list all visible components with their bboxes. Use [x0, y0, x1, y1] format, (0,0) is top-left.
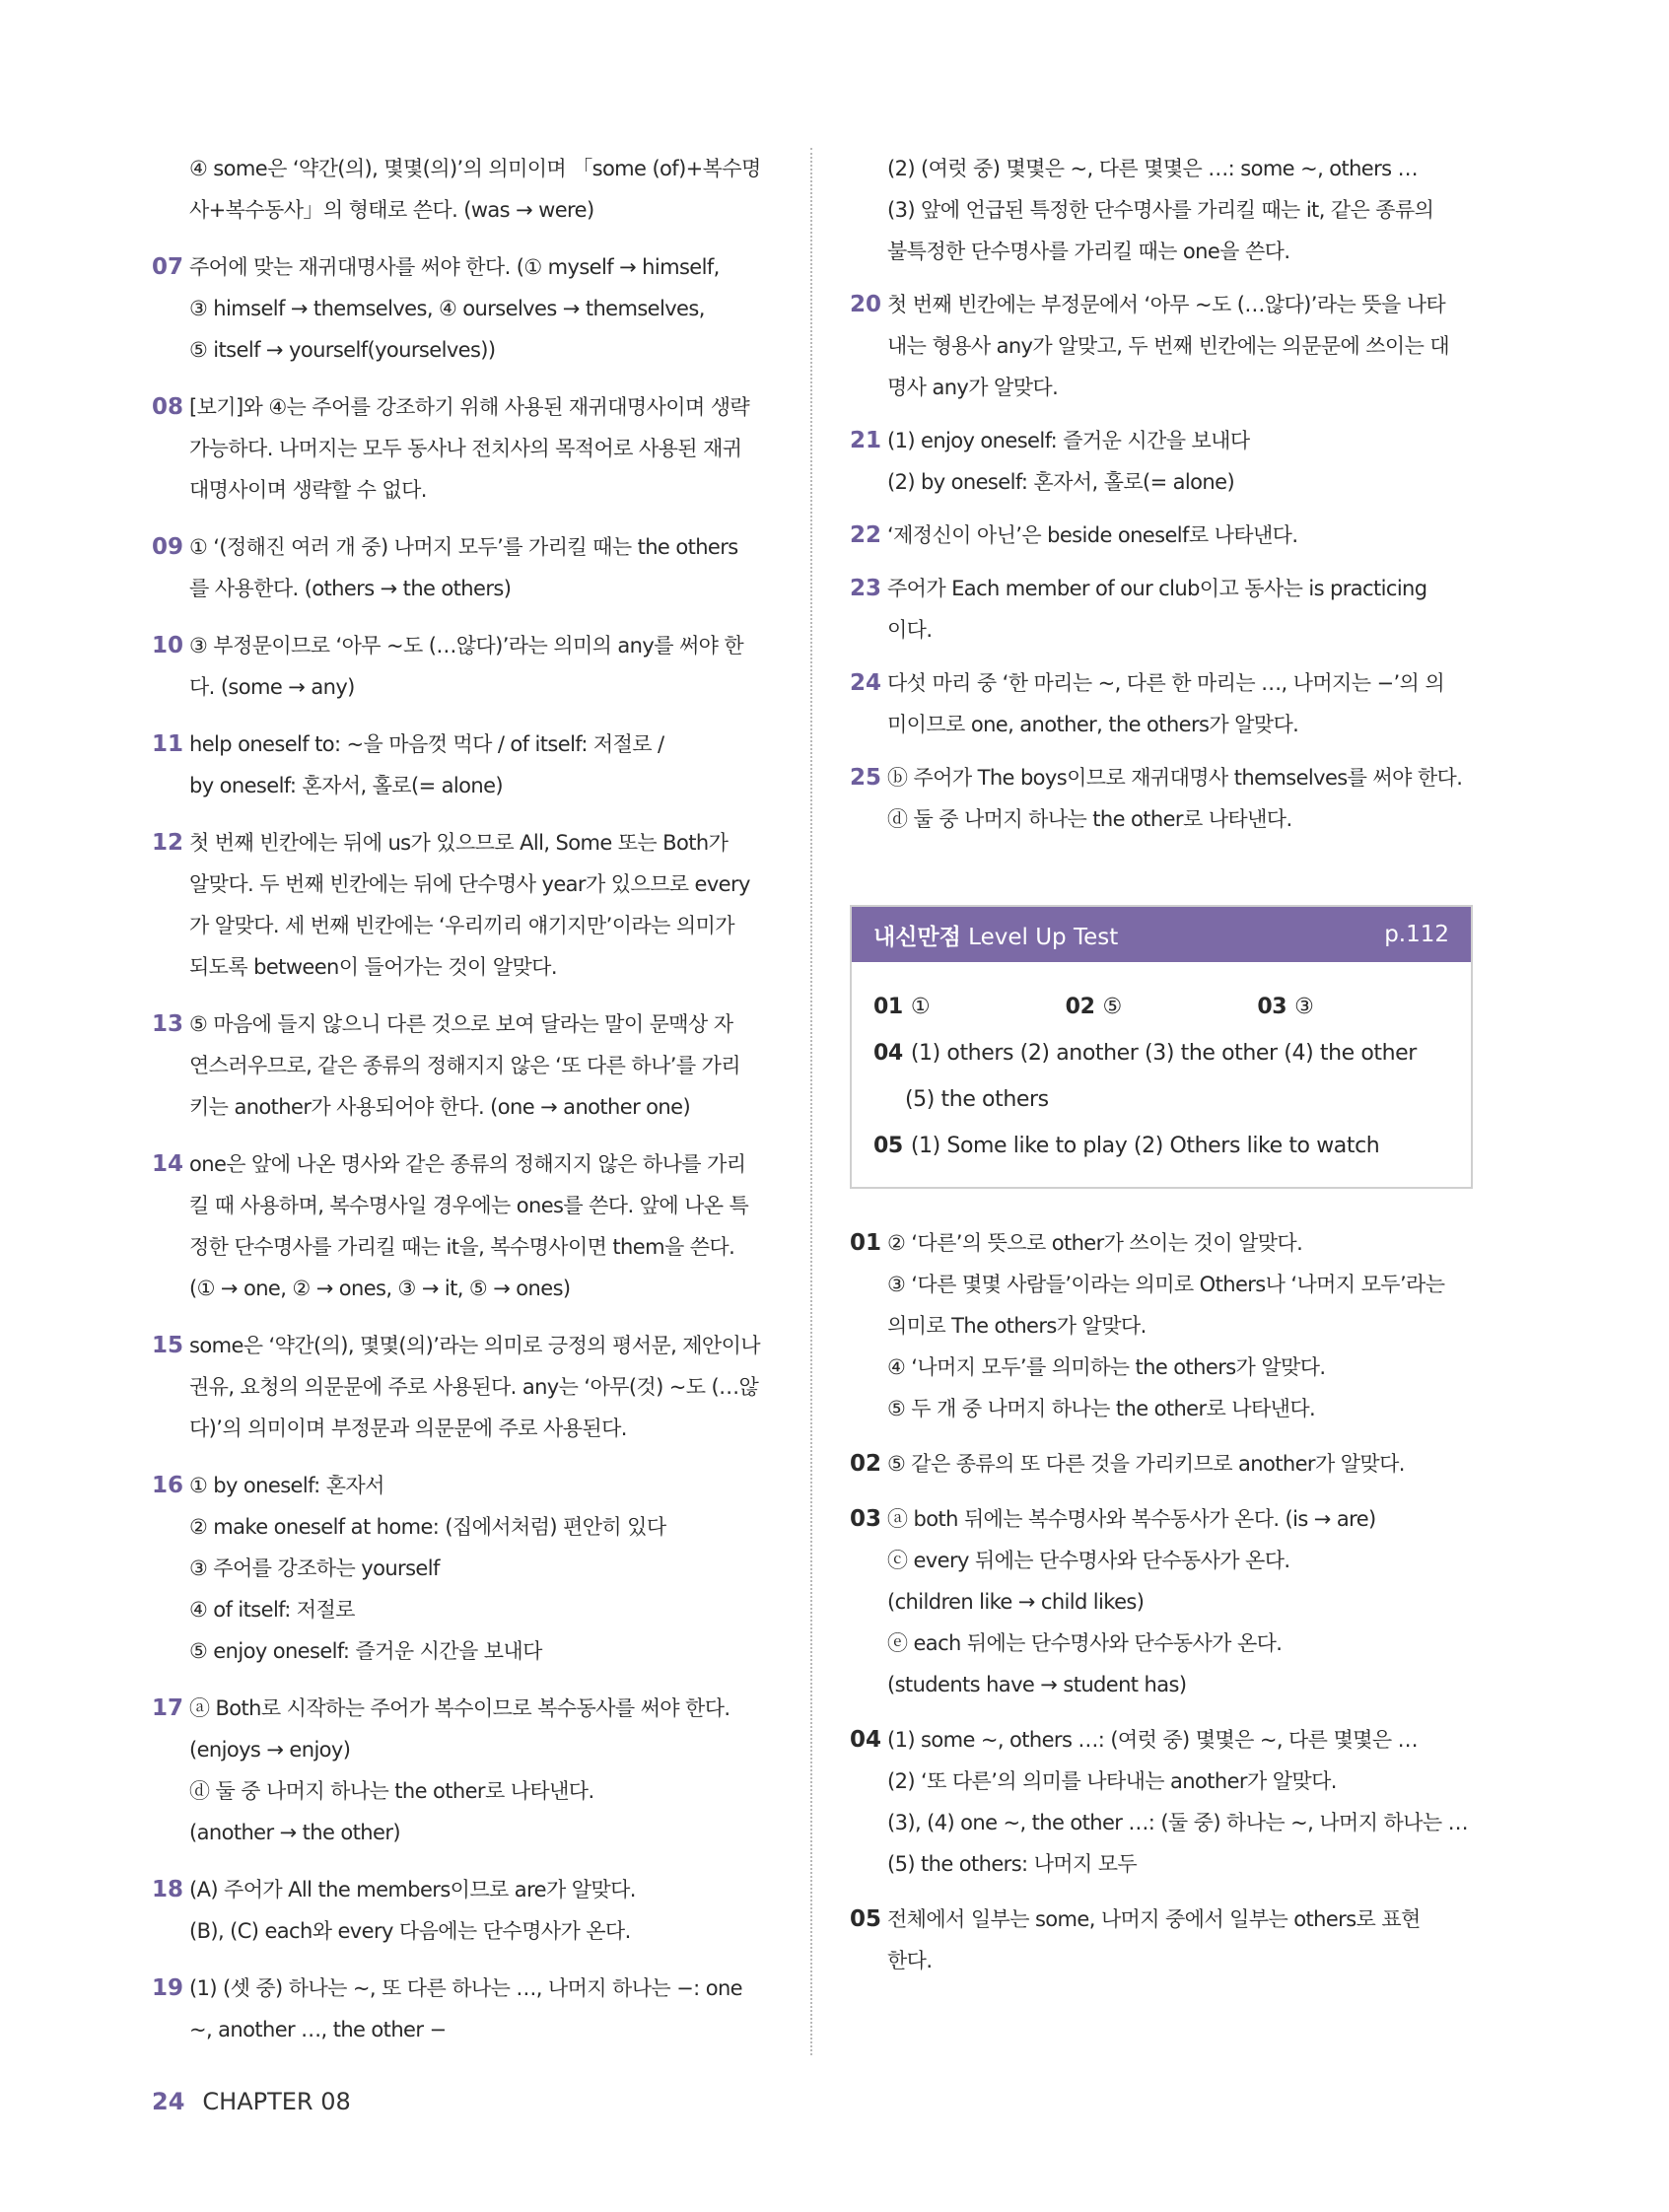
- explanation-line: ~, another …, the other −: [189, 2018, 447, 2041]
- answer-explanation: [189, 1869, 773, 1952]
- explanation-line: 다)’의 의미이며 부정문과 의문문에 주로 사용된다.: [189, 1417, 627, 1440]
- explanation-line: (1) some ~, others …: (여럿 중) 몇몇은 ~, 다른 몇몇은 …: [887, 1728, 1418, 1752]
- explanation-line: ③ 주어를 강조하는 yourself: [189, 1556, 440, 1580]
- explanation-line: (5) the others: 나머지 모두: [887, 1852, 1138, 1876]
- explanation-line: (children like → child likes): [887, 1590, 1145, 1614]
- answer-number: 03: [1257, 995, 1287, 1019]
- explanation-line: 전체에서 일부는 some, 나머지 중에서 일부는 others로 표현: [887, 1907, 1421, 1931]
- answer-row: [873, 1123, 1449, 1169]
- explanation-line: 정한 단수명사를 가리킬 때는 it을, 복수명사이면 them을 쓴다.: [189, 1235, 735, 1259]
- explanation-line: ③ himself → themselves, ④ ourselves → themselves,: [189, 297, 705, 320]
- question-number: 12: [152, 830, 184, 856]
- answer-explanation: [887, 420, 1473, 503]
- answer-entry: [850, 1443, 1473, 1485]
- level-up-test-header: [852, 907, 1471, 962]
- answer-value: (5) the others: [905, 1087, 1049, 1112]
- explanation-line: help oneself to: ~을 마음껏 먹다 / of itself: 저절로 /: [189, 732, 664, 756]
- question-number: 19: [152, 1975, 184, 2001]
- answer-entry: [152, 148, 773, 231]
- explanation-line: (1) enjoy oneself: 즐거운 시간을 보내다: [887, 429, 1250, 452]
- question-number: 09: [152, 534, 184, 560]
- explanation-line: ④ of itself: 저절로: [189, 1598, 355, 1622]
- answer-row: [873, 1030, 1449, 1076]
- explanation-line: 주어에 맞는 재귀대명사를 써야 한다. (① myself → himself,: [189, 255, 720, 279]
- answer-explanation: [189, 1325, 773, 1449]
- page-footer: [152, 2088, 351, 2115]
- level-up-test-title: [873, 919, 1118, 951]
- explanation-line: 권유, 요청의 의문문에 주로 사용된다. any는 ‘아무(것) ~도 (…않: [189, 1375, 759, 1399]
- answer-entry: [152, 386, 773, 511]
- answer-value: ③: [1294, 995, 1314, 1019]
- answer-explanation: [887, 148, 1473, 272]
- answer-explanation: [189, 246, 773, 371]
- explanation-line: 주어가 Each member of our club이고 동사는 is practicing: [887, 577, 1427, 600]
- answer-explanation: [189, 1968, 773, 2050]
- answer-entry: [850, 1719, 1473, 1885]
- level-up-test-box: [850, 905, 1473, 1189]
- explanation-line: (① → one, ② → ones, ③ → it, ⑤ → ones): [189, 1277, 571, 1300]
- answer-explanation: [189, 1465, 773, 1672]
- explanation-line: 연스러우므로, 같은 종류의 정해지지 않은 ‘또 다른 하나’를 가리: [189, 1054, 740, 1077]
- answer-entry: [152, 1688, 773, 1853]
- answer-cell: [873, 984, 1066, 1030]
- answer-explanation: [887, 568, 1473, 651]
- answer-entry: [850, 515, 1473, 556]
- explanation-line: 를 사용한다. (others → the others): [189, 577, 512, 600]
- question-number: 02: [850, 1451, 882, 1477]
- explanation-line: (2) ‘또 다른’의 의미를 나타내는 another가 알맞다.: [887, 1769, 1337, 1793]
- answer-entry: [850, 148, 1473, 272]
- answer-row: [873, 984, 1449, 1030]
- explanation-line: (another → the other): [189, 1821, 400, 1844]
- answer-explanation: [189, 1143, 773, 1309]
- explanation-line: 의미로 The others가 알맞다.: [887, 1314, 1147, 1338]
- explanation-line: (enjoys → enjoy): [189, 1738, 351, 1762]
- page-reference: p.112: [1384, 922, 1449, 947]
- answer-list-bottom: [850, 1222, 1473, 1981]
- answer-explanation: [189, 822, 773, 988]
- answer-entry: [850, 757, 1473, 840]
- explanation-line: 불특정한 단수명사를 가리킬 때는 one을 쓴다.: [887, 240, 1290, 263]
- answer-entry: [850, 1498, 1473, 1705]
- answer-entry: [152, 625, 773, 708]
- explanation-line: ⓐ both 뒤에는 복수명사와 복수동사가 온다. (is → are): [887, 1507, 1376, 1531]
- answer-number: 04: [873, 1041, 903, 1066]
- question-number: 17: [152, 1695, 184, 1721]
- explanation-line: 대명사이며 생략할 수 없다.: [189, 478, 427, 502]
- answer-entry: [850, 284, 1473, 408]
- explanation-line: 다섯 마리 중 ‘한 마리는 ~, 다른 한 마리는 …, 나머지는 −’의 의: [887, 671, 1445, 695]
- answer-explanation: [887, 1719, 1473, 1885]
- answer-explanation: [887, 1443, 1473, 1485]
- question-number: 10: [152, 633, 184, 658]
- answer-explanation: [189, 148, 773, 231]
- explanation-line: 첫 번째 빈칸에는 뒤에 us가 있으므로 All, Some 또는 Both가: [189, 831, 729, 855]
- answer-number: 02: [1065, 995, 1095, 1019]
- answer-entry: [152, 1143, 773, 1309]
- answer-explanation: [887, 757, 1473, 840]
- question-number: 24: [850, 670, 882, 696]
- answer-explanation: [887, 1498, 1473, 1705]
- explanation-line: some은 ‘약간(의), 몇몇(의)’라는 의미로 긍정의 평서문, 제안이나: [189, 1334, 760, 1357]
- answer-number: 05: [873, 1134, 903, 1158]
- answer-entry: [850, 1222, 1473, 1429]
- explanation-line: 명사 any가 알맞다.: [887, 376, 1059, 399]
- explanation-line: ② ‘다른’의 뜻으로 other가 쓰이는 것이 알맞다.: [887, 1231, 1303, 1255]
- explanation-line: 되도록 between이 들어가는 것이 알맞다.: [189, 955, 557, 979]
- explanation-line: 한다.: [887, 1949, 933, 1972]
- answer-explanation: [887, 662, 1473, 745]
- explanation-line: (students have → student has): [887, 1673, 1187, 1696]
- explanation-line: 킬 때 사용하며, 복수명사일 경우에는 ones를 쓴다. 앞에 나온 특: [189, 1194, 749, 1217]
- explanation-line: ⓒ every 뒤에는 단수명사와 단수동사가 온다.: [887, 1549, 1290, 1572]
- answer-entry: [152, 1869, 773, 1952]
- answer-explanation: [189, 386, 773, 511]
- explanation-line: (A) 주어가 All the members이므로 are가 알맞다.: [189, 1878, 636, 1901]
- explanation-line: (3) 앞에 언급된 특정한 단수명사를 가리킬 때는 it, 같은 종류의: [887, 198, 1434, 222]
- answer-entry: [850, 568, 1473, 651]
- answer-entry: [152, 822, 773, 988]
- explanation-line: ④ some은 ‘약간(의), 몇몇(의)’의 의미이며 「some (of)+복수명: [189, 157, 761, 180]
- answer-entry: [152, 1465, 773, 1672]
- answer-row: [873, 1076, 1449, 1123]
- explanation-line: 미이므로 one, another, the others가 알맞다.: [887, 713, 1299, 736]
- page-number: 24: [152, 2088, 185, 2115]
- explanation-line: ③ 부정문이므로 ‘아무 ~도 (…않다)’라는 의미의 any를 써야 한: [189, 634, 744, 657]
- explanation-line: ① by oneself: 혼자서: [189, 1474, 384, 1497]
- question-number: 07: [152, 254, 184, 280]
- explanation-line: ④ ‘나머지 모두’를 의미하는 the others가 알맞다.: [887, 1355, 1326, 1379]
- answer-cell: [1066, 984, 1258, 1030]
- explanation-line: ② make oneself at home: (집에서처럼) 편안히 있다: [189, 1515, 666, 1539]
- answer-explanation: [189, 724, 773, 806]
- question-number: 03: [850, 1506, 882, 1532]
- explanation-line: (3), (4) one ~, the other …: (둘 중) 하나는 ~, 나머지 하나는 …: [887, 1811, 1468, 1834]
- question-number: 05: [850, 1906, 882, 1932]
- explanation-line: ⑤ itself → yourself(yourselves)): [189, 338, 496, 362]
- answer-entry: [152, 1325, 773, 1449]
- question-number: 13: [152, 1011, 184, 1037]
- explanation-line: ⓐ Both로 시작하는 주어가 복수이므로 복수동사를 써야 한다.: [189, 1696, 730, 1720]
- question-number: 01: [850, 1230, 882, 1256]
- answer-value: (1) Some like to play (2) Others like to watch: [910, 1134, 1380, 1158]
- explanation-line: ⑤ 마음에 들지 않으니 다른 것으로 보여 달라는 말이 문맥상 자: [189, 1012, 733, 1036]
- explanation-line: ⓑ 주어가 The boys이므로 재귀대명사 themselves를 써야 한다.: [887, 766, 1463, 790]
- question-number: 15: [152, 1333, 184, 1358]
- answer-explanation: [189, 1003, 773, 1128]
- answer-cell: [1257, 984, 1449, 1030]
- explanation-line: 가능하다. 나머지는 모두 동사나 전치사의 목적어로 사용된 재귀: [189, 437, 742, 460]
- right-column: [850, 148, 1473, 1981]
- explanation-line: by oneself: 혼자서, 홀로(= alone): [189, 774, 504, 797]
- explanation-line: 알맞다. 두 번째 빈칸에는 뒤에 단수명사 year가 있으므로 every: [189, 872, 750, 896]
- answer-explanation: [887, 1222, 1473, 1429]
- level-up-title-rest: Level Up Test: [960, 924, 1119, 950]
- question-number: 22: [850, 522, 882, 548]
- answer-explanation: [887, 284, 1473, 408]
- explanation-line: ⑤ enjoy oneself: 즐거운 시간을 보내다: [189, 1639, 542, 1663]
- question-number: 16: [152, 1473, 184, 1498]
- explanation-line: 첫 번째 빈칸에는 부정문에서 ‘아무 ~도 (…않다)’라는 뜻을 나타: [887, 293, 1446, 316]
- level-up-title-bold: 내신만점: [873, 924, 961, 950]
- explanation-line: [보기]와 ④는 주어를 강조하기 위해 사용된 재귀대명사이며 생략: [189, 395, 750, 419]
- explanation-line: ⑤ 같은 종류의 또 다른 것을 가리키므로 another가 알맞다.: [887, 1452, 1405, 1476]
- answer-entry: [152, 724, 773, 806]
- answer-entry: [850, 420, 1473, 503]
- question-number: 18: [152, 1877, 184, 1902]
- explanation-line: ⓓ 둘 중 나머지 하나는 the other로 나타낸다.: [887, 807, 1292, 831]
- chapter-label: CHAPTER 08: [202, 2088, 351, 2115]
- answer-number: 01: [873, 995, 903, 1019]
- explanation-line: ① ‘(정해진 여러 개 중) 나머지 모두’를 가리킬 때는 the others: [189, 535, 738, 559]
- explanation-line: ‘제정신이 아닌’은 beside oneself로 나타낸다.: [887, 523, 1298, 547]
- explanation-line: (1) (셋 중) 하나는 ~, 또 다른 하나는 …, 나머지 하나는 −: one: [189, 1976, 742, 2000]
- explanation-line: ⓔ each 뒤에는 단수명사와 단수동사가 온다.: [887, 1631, 1283, 1655]
- question-number: 20: [850, 292, 882, 317]
- answer-value: (1) others (2) another (3) the other (4) the other: [910, 1041, 1417, 1066]
- answer-explanation: [189, 625, 773, 708]
- column-divider: [810, 148, 812, 2055]
- explanation-line: ⑤ 두 개 중 나머지 하나는 the other로 나타낸다.: [887, 1397, 1316, 1420]
- answer-entry: [850, 662, 1473, 745]
- explanation-line: 가 알맞다. 세 번째 빈칸에는 ‘우리끼리 얘기지만’이라는 의미가: [189, 914, 734, 937]
- answer-entry: [152, 246, 773, 371]
- question-number: 04: [850, 1727, 882, 1753]
- answer-explanation: [189, 1688, 773, 1853]
- answer-explanation: [887, 515, 1473, 556]
- answer-explanation: [887, 1899, 1473, 1981]
- answer-value: ①: [910, 995, 931, 1019]
- explanation-line: 이다.: [887, 618, 933, 642]
- question-number: 11: [152, 731, 184, 757]
- question-number: 23: [850, 576, 882, 601]
- explanation-line: ⓓ 둘 중 나머지 하나는 the other로 나타낸다.: [189, 1779, 594, 1803]
- level-up-test-answers: [852, 962, 1471, 1187]
- question-number: 14: [152, 1151, 184, 1177]
- answer-entry: [850, 1899, 1473, 1981]
- explanation-line: 사+복수동사」의 형태로 쓴다. (was → were): [189, 198, 594, 222]
- question-number: 25: [850, 765, 882, 791]
- question-number: 21: [850, 428, 882, 453]
- answer-entry: [152, 1003, 773, 1128]
- question-number: 08: [152, 394, 184, 420]
- answer-entry: [152, 526, 773, 609]
- answer-value: ⑤: [1102, 995, 1122, 1019]
- explanation-line: 키는 another가 사용되어야 한다. (one → another one): [189, 1095, 691, 1119]
- answer-entry: [152, 1968, 773, 2050]
- explanation-line: (2) by oneself: 혼자서, 홀로(= alone): [887, 470, 1235, 494]
- explanation-line: one은 앞에 나온 명사와 같은 종류의 정해지지 않은 하나를 가리: [189, 1152, 746, 1176]
- explanation-line: (B), (C) each와 every 다음에는 단수명사가 온다.: [189, 1919, 631, 1943]
- answer-explanation: [189, 526, 773, 609]
- explanation-line: (2) (여럿 중) 몇몇은 ~, 다른 몇몇은 …: some ~, others …: [887, 157, 1418, 180]
- explanation-line: 내는 형용사 any가 알맞고, 두 번째 빈칸에는 의문문에 쓰이는 대: [887, 334, 1450, 358]
- left-column: [152, 148, 773, 2066]
- explanation-line: ③ ‘다른 몇몇 사람들’이라는 의미로 Others나 ‘나머지 모두’라는: [887, 1273, 1445, 1296]
- answer-list-top: [850, 148, 1473, 840]
- explanation-line: 다. (some → any): [189, 675, 355, 699]
